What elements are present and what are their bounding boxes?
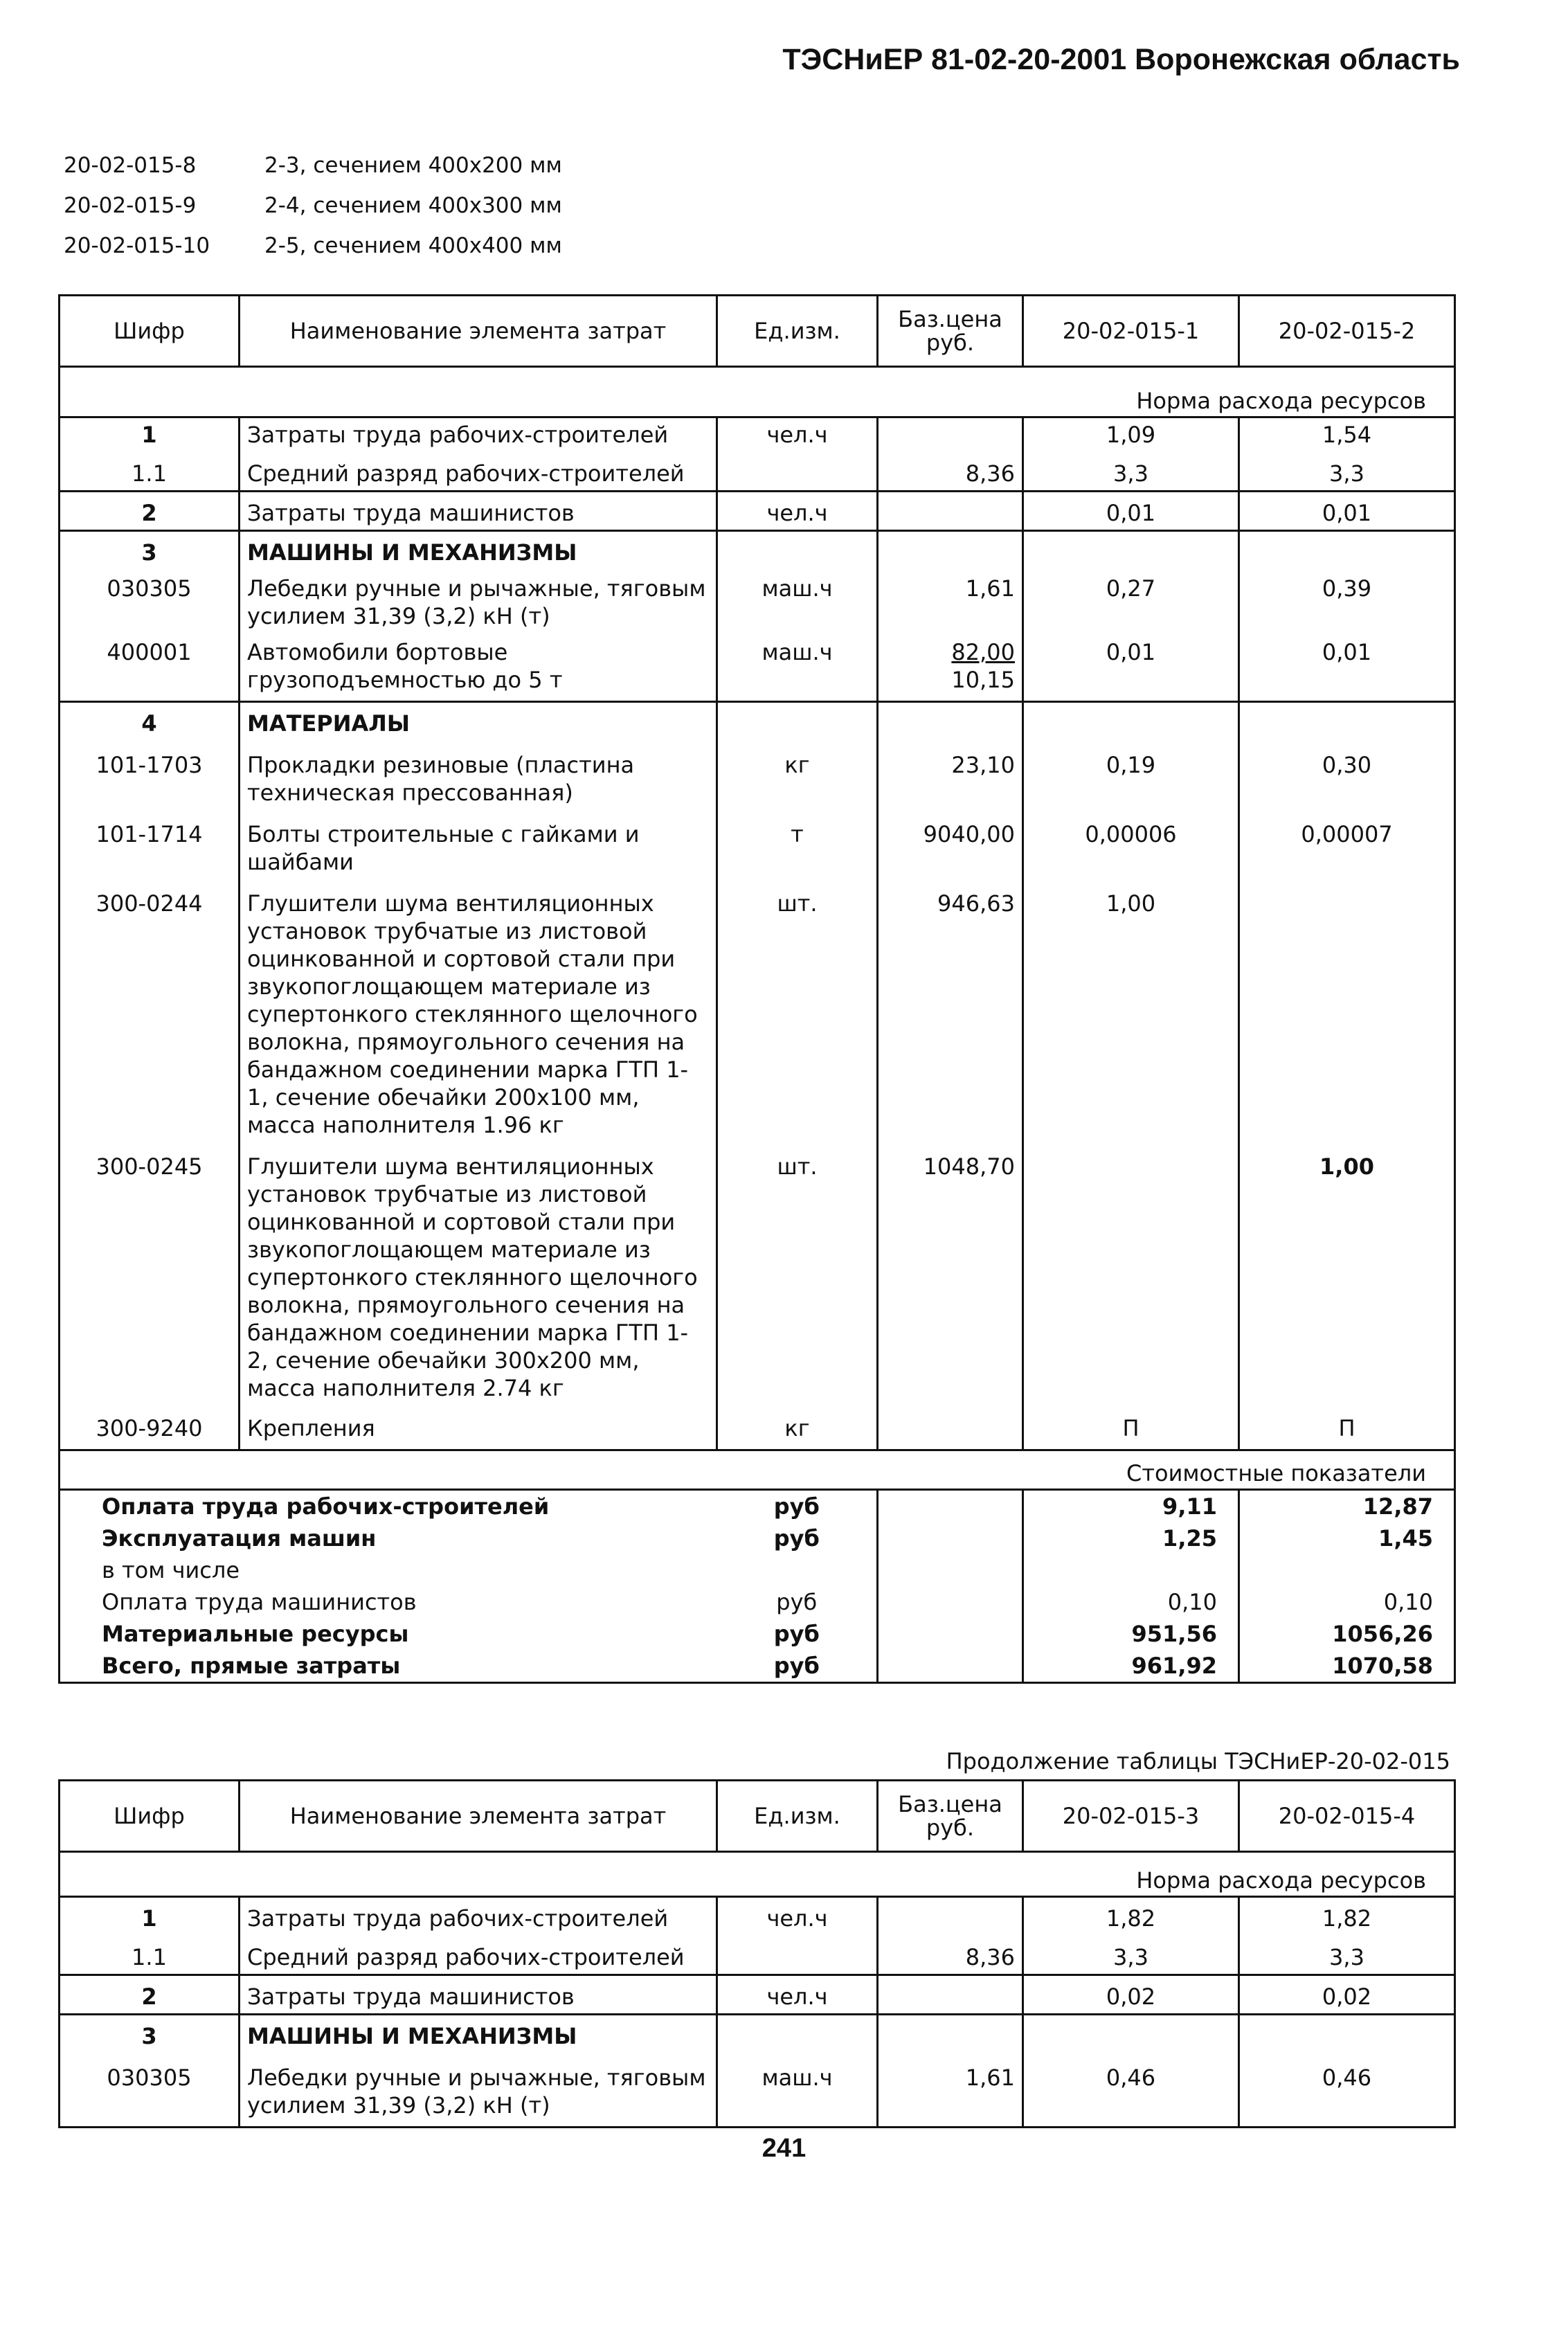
table-row: 1 Затраты труда рабочих-строителей чел.ч 1,82 1,82 [60,1897,1455,1936]
totals-row: Оплата труда машинистов руб 0,10 0,10 [60,1586,1455,1618]
cost-caption-row [60,1450,1455,1490]
header-unit: Ед.изм. [717,1781,878,1852]
table-header-row [60,1781,1455,1852]
header-code: Шифр [60,296,240,367]
totals-row: Эксплуатация машин руб 1,25 1,45 [60,1522,1455,1554]
table-row: 300-9240 Крепления кг П П [60,1405,1455,1450]
header-code: Шифр [60,1781,240,1852]
header-price: Баз.цена руб. [878,1781,1023,1852]
intro-item [64,145,562,186]
intro-code: 20-02-015-8 [64,153,197,178]
section-header-row: 3 МАШИНЫ И МЕХАНИЗМЫ [60,531,1455,570]
header-unit: Ед.изм. [717,296,878,367]
header-col2: 20-02-015-2 [1239,296,1455,367]
header-col2: 20-02-015-4 [1239,1781,1455,1852]
header-price: Баз.цена руб. [878,296,1023,367]
header-name: Наименование элемента затрат [240,1781,717,1852]
intro-item [64,226,562,266]
norm-table-2 [58,1779,1456,2128]
norm-caption: Норма расхода ресурсов [60,367,1455,417]
table-row: 1.1 Средний разряд рабочих-строителей 8,36 3,3 3,3 [60,1935,1455,1975]
table-header-row [60,296,1455,367]
table-row: 2 Затраты труда машинистов чел.ч 0,02 0,02 [60,1975,1455,2015]
page-header-title: ТЭСНиЕР 81-02-20-2001 Воронежская область [782,43,1460,76]
intro-text: 2-3, сечением 400х200 мм [264,153,562,178]
price-value-secondary: 10,15 [951,667,1015,693]
header-col1: 20-02-015-3 [1023,1781,1239,1852]
table-row: 400001 Автомобили бортовые грузоподъемностью до 5 т маш.ч 82,00 10,15 0,01 0,01 [60,633,1455,702]
totals-row: Оплата труда рабочих-строителей руб 9,11 12,87 [60,1490,1455,1523]
section-header-row: 3 МАШИНЫ И МЕХАНИЗМЫ [60,2015,1455,2053]
table-row: 1 Затраты труда рабочих-строителей чел.ч 1,09 1,54 [60,417,1455,452]
norm-table-1 [58,294,1456,1684]
intro-text: 2-4, сечением 400х300 мм [264,193,562,218]
table-row: 1.1 Средний разряд рабочих-строителей 8,36 3,3 3,3 [60,451,1455,492]
price-value: 82,00 [951,639,1015,665]
totals-row: Материальные ресурсы руб 951,56 1056,26 [60,1618,1455,1650]
cost-caption: Стоимостные показатели [60,1450,1455,1490]
header-name: Наименование элемента затрат [240,296,717,367]
table-row: 030305 Лебедки ручные и рычажные, тяговым усилием 31,39 (3,2) кН (т) маш.ч 1,61 0,27 0,39 [60,569,1455,633]
totals-row: Всего, прямые затраты руб 961,92 1070,58 [60,1650,1455,1683]
table-row: 300-0244 Глушители шума вентиляционных установок трубчатые из листовой оцинкованной и сортовой стали при звукопоглощающем материале из супертонкого стеклянного щелочного волокна, прямоугольного сечения на бандажном соединении марка ГТП 1-1, сечение обечайки 200х100 мм, масса наполнителя 1.96 кг шт. 946,63 1,00 [60,879,1455,1142]
norm-caption-row [60,367,1455,417]
norm-caption: Норма расхода ресурсов [60,1852,1455,1897]
table-row: 101-1703 Прокладки резиновые (пластина техническая прессованная) кг 23,10 0,19 0,30 [60,740,1455,809]
intro-item [64,186,562,226]
norm-caption-row [60,1852,1455,1897]
totals-row: в том числе [60,1554,1455,1586]
table-row: 030305 Лебедки ручные и рычажные, тяговым усилием 31,39 (3,2) кН (т) маш.ч 1,61 0,46 0,46 [60,2053,1455,2128]
intro-code: 20-02-015-10 [64,233,210,258]
table-row: 300-0245 Глушители шума вентиляционных установок трубчатые из листовой оцинкованной и сортовой стали при звукопоглощающем материале из супертонкого стеклянного щелочного волокна, прямоугольного сечения на бандажном соединении марка ГТП 1-2, сечение обечайки 300х200 мм, масса наполнителя 2.74 кг шт. 1048,70 1,00 [60,1142,1455,1405]
intro-code: 20-02-015-9 [64,193,197,218]
intro-list [64,145,562,266]
table-row: 2 Затраты труда машинистов чел.ч 0,01 0,01 [60,492,1455,531]
header-col1: 20-02-015-1 [1023,296,1239,367]
section-header-row: 4 МАТЕРИАЛЫ [60,702,1455,741]
continuation-caption: Продолжение таблицы ТЭСНиЕР-20-02-015 [946,1748,1450,1774]
table-row: 101-1714 Болты строительные с гайками и шайбами т 9040,00 0,00006 0,00007 [60,809,1455,879]
intro-text: 2-5, сечением 400х400 мм [264,233,562,258]
page-number: 241 [762,2134,806,2163]
